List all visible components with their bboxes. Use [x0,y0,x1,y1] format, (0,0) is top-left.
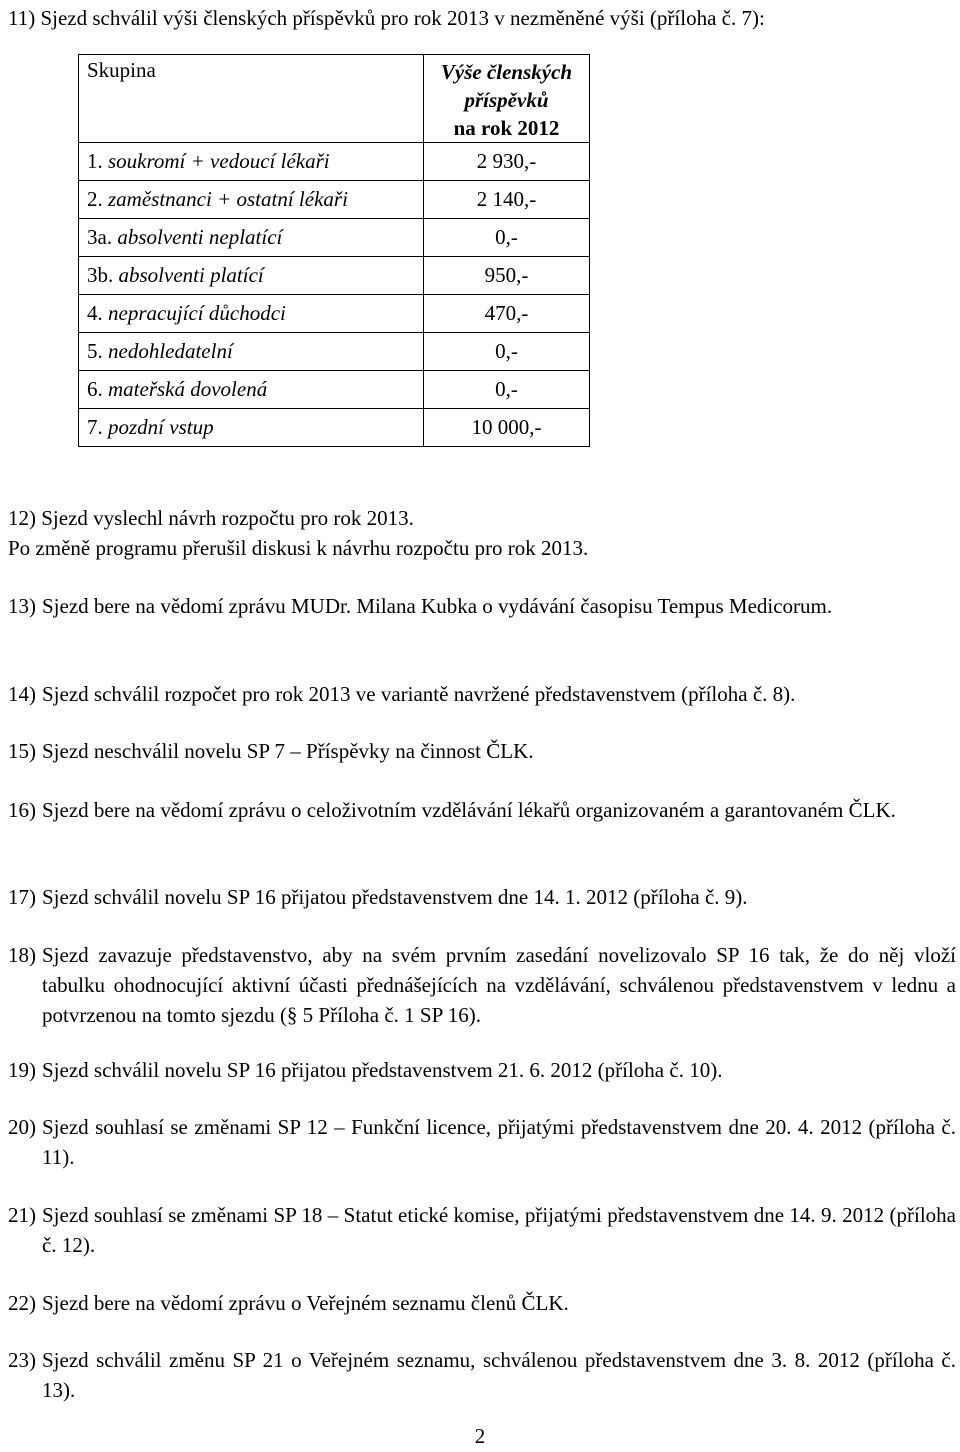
page-number: 2 [474,1424,486,1448]
group-label: nedohledatelní [108,339,233,363]
group-label: mateřská dovolená [108,377,268,401]
item-text: Sjezd souhlasí se změnami SP 18 – Statut etické komise, přijatými představenstvem dne 14. 9. 2012 (příloha č. 12). [42,1203,956,1257]
table-header-row [79,55,590,143]
item-21 [8,1200,956,1260]
header-amount [424,55,590,143]
item-15 [8,736,956,766]
group-label: absolventi neplatící [117,225,283,249]
header-group: Skupina [79,55,424,143]
group-number: 6. [87,377,103,401]
group-label: pozdní vstup [108,415,214,439]
item-number: 17) [8,885,36,909]
item-number: 14) [8,682,36,706]
item-text: Sjezd neschválil novelu SP 7 – Příspěvky na činnost ČLK. [42,739,534,763]
table-row [79,409,590,447]
group-cell [79,257,424,295]
amount-cell: 2 140,- [424,181,590,219]
table-row [79,181,590,219]
item-number: 20) [8,1115,36,1139]
item-number: 21) [8,1203,36,1227]
amount-cell: 0,- [424,333,590,371]
item-text: Sjezd schválil rozpočet pro rok 2013 ve variantě navržené představenstvem (příloha č. 8). [42,682,796,706]
amount-cell: 10 000,- [424,409,590,447]
item-text: Sjezd zavazuje představenstvo, aby na svém prvním zasedání novelizovalo SP 16 tak, že do něj vloží tabulku ohodnocující aktivní účasti přednášejících na vzdělávání, schválenou představenstvem v lednu a potvrzenou na tomto sjezdu (§ 5 Příloha č. 1 SP 16). [42,943,956,1027]
header-amount-line1: Výše členských [440,60,573,84]
item-text: Sjezd bere na vědomí zprávu MUDr. Milana Kubka o vydávání časopisu Tempus Medicorum. [42,594,833,618]
group-cell [79,181,424,219]
amount-cell: 0,- [424,371,590,409]
group-cell [79,333,424,371]
amount-cell: 0,- [424,219,590,257]
group-cell [79,371,424,409]
item-number: 19) [8,1058,36,1082]
group-cell [79,219,424,257]
item-19 [8,1055,956,1085]
table-row [79,257,590,295]
group-label: soukromí + vedoucí lékaři [108,149,330,173]
group-number: 1. [87,149,103,173]
group-number: 4. [87,301,103,325]
item-text: Sjezd souhlasí se změnami SP 12 – Funkční licence, přijatými představenstvem dne 20. 4. 2012 (příloha č. 11). [42,1115,956,1169]
item-14 [8,679,956,709]
item-text: Sjezd schválil novelu SP 16 přijatou představenstvem dne 14. 1. 2012 (příloha č. 9). [42,885,748,909]
item-number: 13) [8,594,36,618]
item-20 [8,1112,956,1172]
item-number: 16) [8,798,36,822]
header-amount-line3: na rok 2012 [453,116,560,140]
group-label: nepracující důchodci [108,301,286,325]
item-12: 12) Sjezd vyslechl návrh rozpočtu pro rok 2013. [8,506,414,530]
table-row [79,371,590,409]
item-23 [8,1345,956,1405]
table-row [79,333,590,371]
item-text: Sjezd bere na vědomí zprávu o Veřejném seznamu členů ČLK. [42,1291,569,1315]
item-text: Sjezd schválil změnu SP 21 o Veřejném seznamu, schválenou představenstvem dne 3. 8. 2012 (příloha č. 13). [42,1348,956,1402]
group-cell [79,143,424,181]
table-row [79,295,590,333]
item-12-note: Po změně programu přerušil diskusi k návrhu rozpočtu pro rok 2013. [8,536,589,560]
item-number: 15) [8,739,36,763]
table-row [79,143,590,181]
item-text: Sjezd schválil novelu SP 16 přijatou představenstvem 21. 6. 2012 (příloha č. 10). [42,1058,723,1082]
group-cell [79,295,424,333]
amount-cell: 950,- [424,257,590,295]
item-17 [8,882,956,912]
group-cell [79,409,424,447]
item-18 [8,940,956,1030]
amount-cell: 470,- [424,295,590,333]
item-text: Sjezd bere na vědomí zprávu o celoživotním vzdělávání lékařů organizovaném a garantovaném ČLK. [42,798,896,822]
group-number: 5. [87,339,103,363]
item-16 [8,795,956,825]
item-13 [8,591,956,621]
membership-fees-table [78,54,590,447]
item-22 [8,1288,956,1318]
item-number: 18) [8,943,36,967]
group-number: 2. [87,187,103,211]
amount-cell: 2 930,- [424,143,590,181]
group-label: absolventi platící [118,263,264,287]
table-row [79,219,590,257]
item-11: 11) Sjezd schválil výši členských příspěvků pro rok 2013 v nezměněné výši (příloha č. 7): [8,6,765,30]
header-amount-line2: příspěvků [464,88,549,112]
item-number: 23) [8,1348,36,1372]
group-label: zaměstnanci + ostatní lékaři [108,187,348,211]
group-number: 3a. [87,225,113,249]
group-number: 3b. [87,263,114,287]
item-number: 22) [8,1291,36,1315]
group-number: 7. [87,415,103,439]
